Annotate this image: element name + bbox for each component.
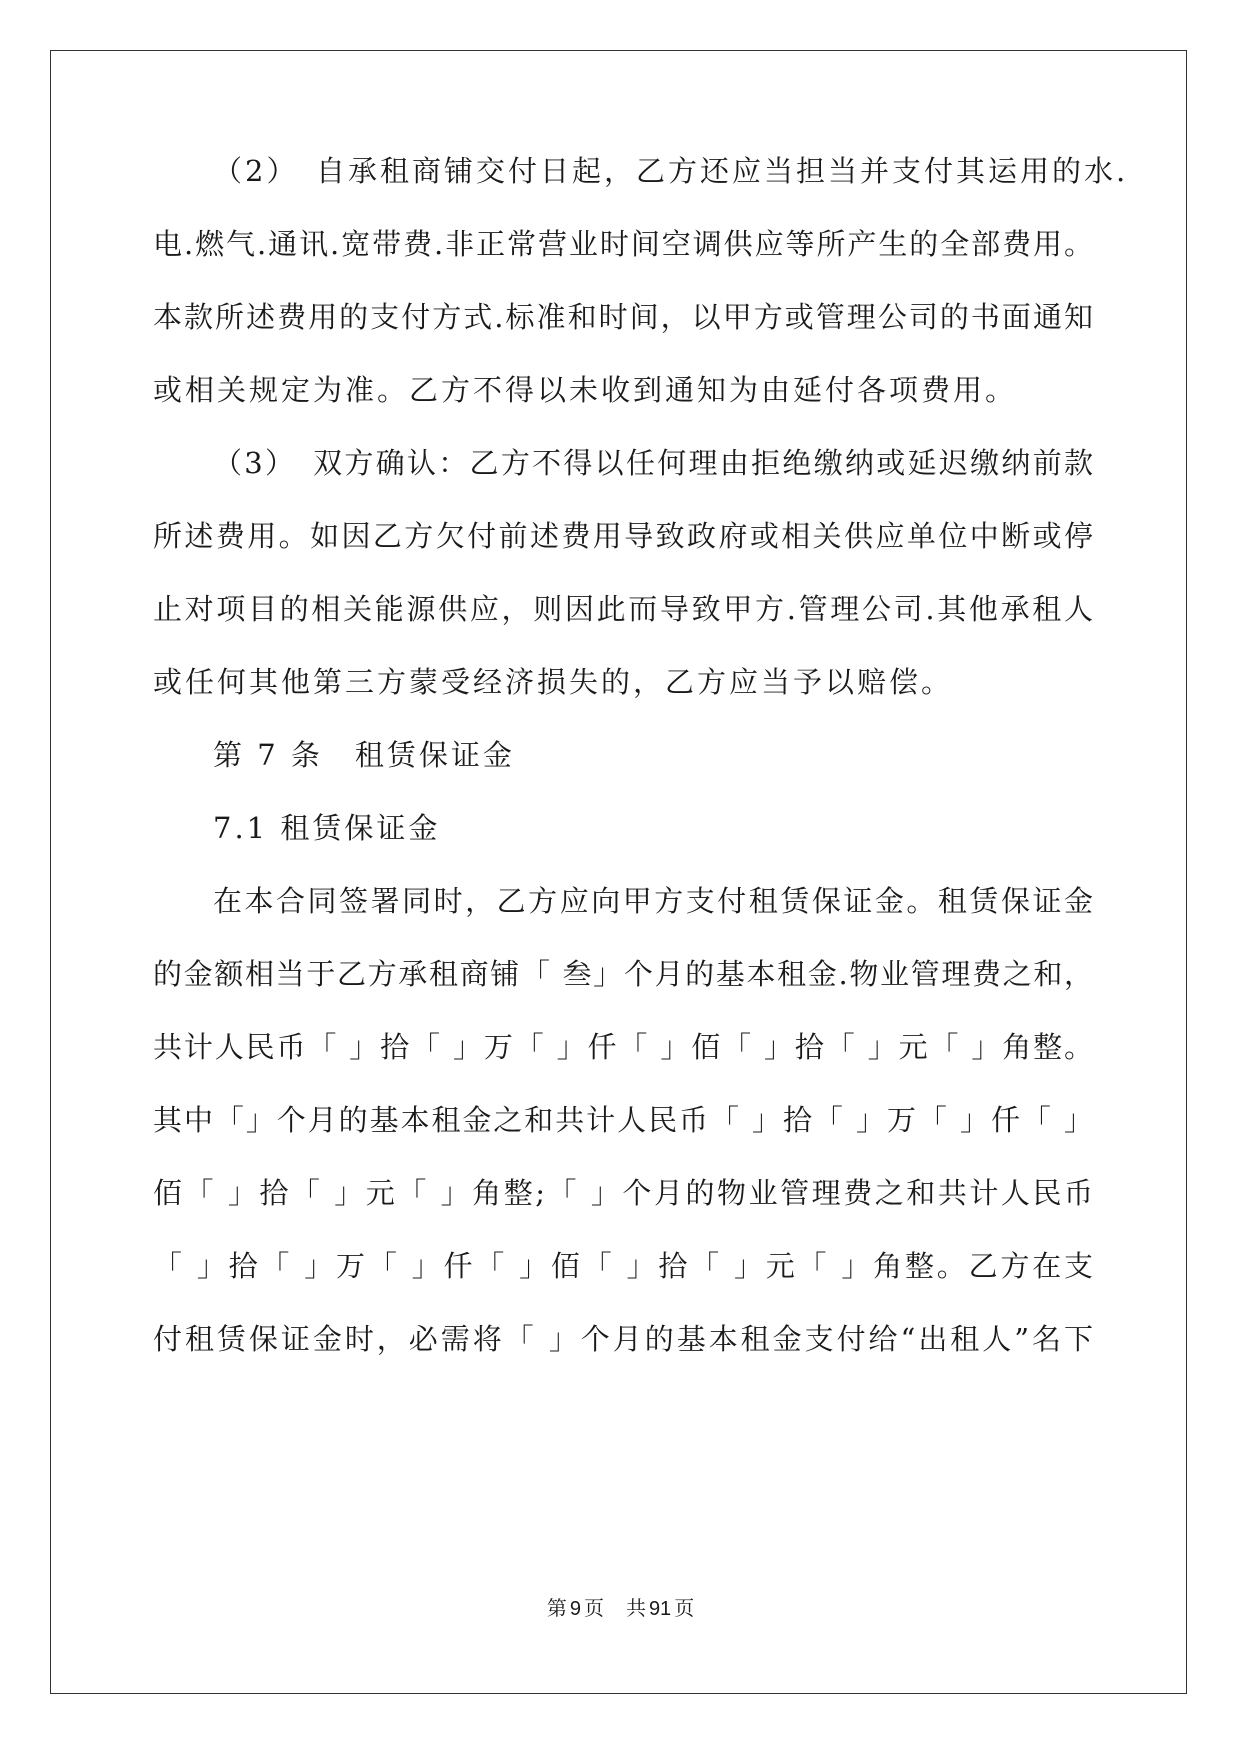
text-line: 的金额相当于乙方承租商铺「 叁」个月的基本租金.物业管理费之和， — [153, 957, 1093, 991]
footer-page-number: 9 — [569, 1598, 581, 1620]
page-footer — [0, 1594, 1241, 1623]
text-line: 止对项目的相关能源供应，则因此而导致甲方.管理公司.其他承租人 — [153, 592, 1093, 626]
text-line: 本款所述费用的支付方式.标准和时间，以甲方或管理公司的书面通知 — [153, 300, 1093, 334]
footer-page-suffix: 页 — [583, 1596, 604, 1620]
footer-page-prefix: 第 — [546, 1596, 567, 1620]
section-heading: 第 7 条 租赁保证金 — [213, 738, 515, 772]
text-line: （3） 双方确认：乙方不得以任何理由拒绝缴纳或延迟缴纳前款 — [213, 446, 1093, 480]
text-line: 佰「 」拾「 」元「 」角整;「 」个月的物业管理费之和共计人民币 — [153, 1176, 1093, 1210]
text-line: 或任何其他第三方蒙受经济损失的，乙方应当予以赔偿。 — [153, 665, 954, 699]
footer-total-suffix: 页 — [674, 1596, 695, 1620]
text-line: 或相关规定为准。乙方不得以未收到通知为由延付各项费用。 — [153, 373, 1018, 407]
text-line: 在本合同签署同时，乙方应向甲方支付租赁保证金。租赁保证金 — [213, 884, 1093, 918]
footer-total-prefix: 共 — [625, 1596, 646, 1620]
text-line: 其中「」个月的基本租金之和共计人民币「 」拾「 」万「 」仟「 」 — [153, 1103, 1093, 1137]
text-line: 「 」拾「 」万「 」仟「 」佰「 」拾「 」元「 」角整。乙方在支 — [153, 1249, 1093, 1283]
text-line: 共计人民币「 」拾「 」万「 」仟「 」佰「 」拾「 」元「 」角整。 — [153, 1030, 1093, 1064]
text-line: 电.燃气.通讯.宽带费.非正常营业时间空调供应等所产生的全部费用。 — [153, 227, 1093, 261]
subsection-heading: 7.1 租赁保证金 — [213, 811, 441, 845]
text-line: （2） 自承租商铺交付日起，乙方还应当担当并支付其运用的水. — [213, 154, 1129, 188]
text-line: 所述费用。如因乙方欠付前述费用导致政府或相关供应单位中断或停 — [153, 519, 1093, 553]
text-line: 付租赁保证金时，必需将「 」个月的基本租金支付给“出租人”名下 — [153, 1322, 1093, 1356]
footer-total-pages: 91 — [648, 1598, 672, 1620]
